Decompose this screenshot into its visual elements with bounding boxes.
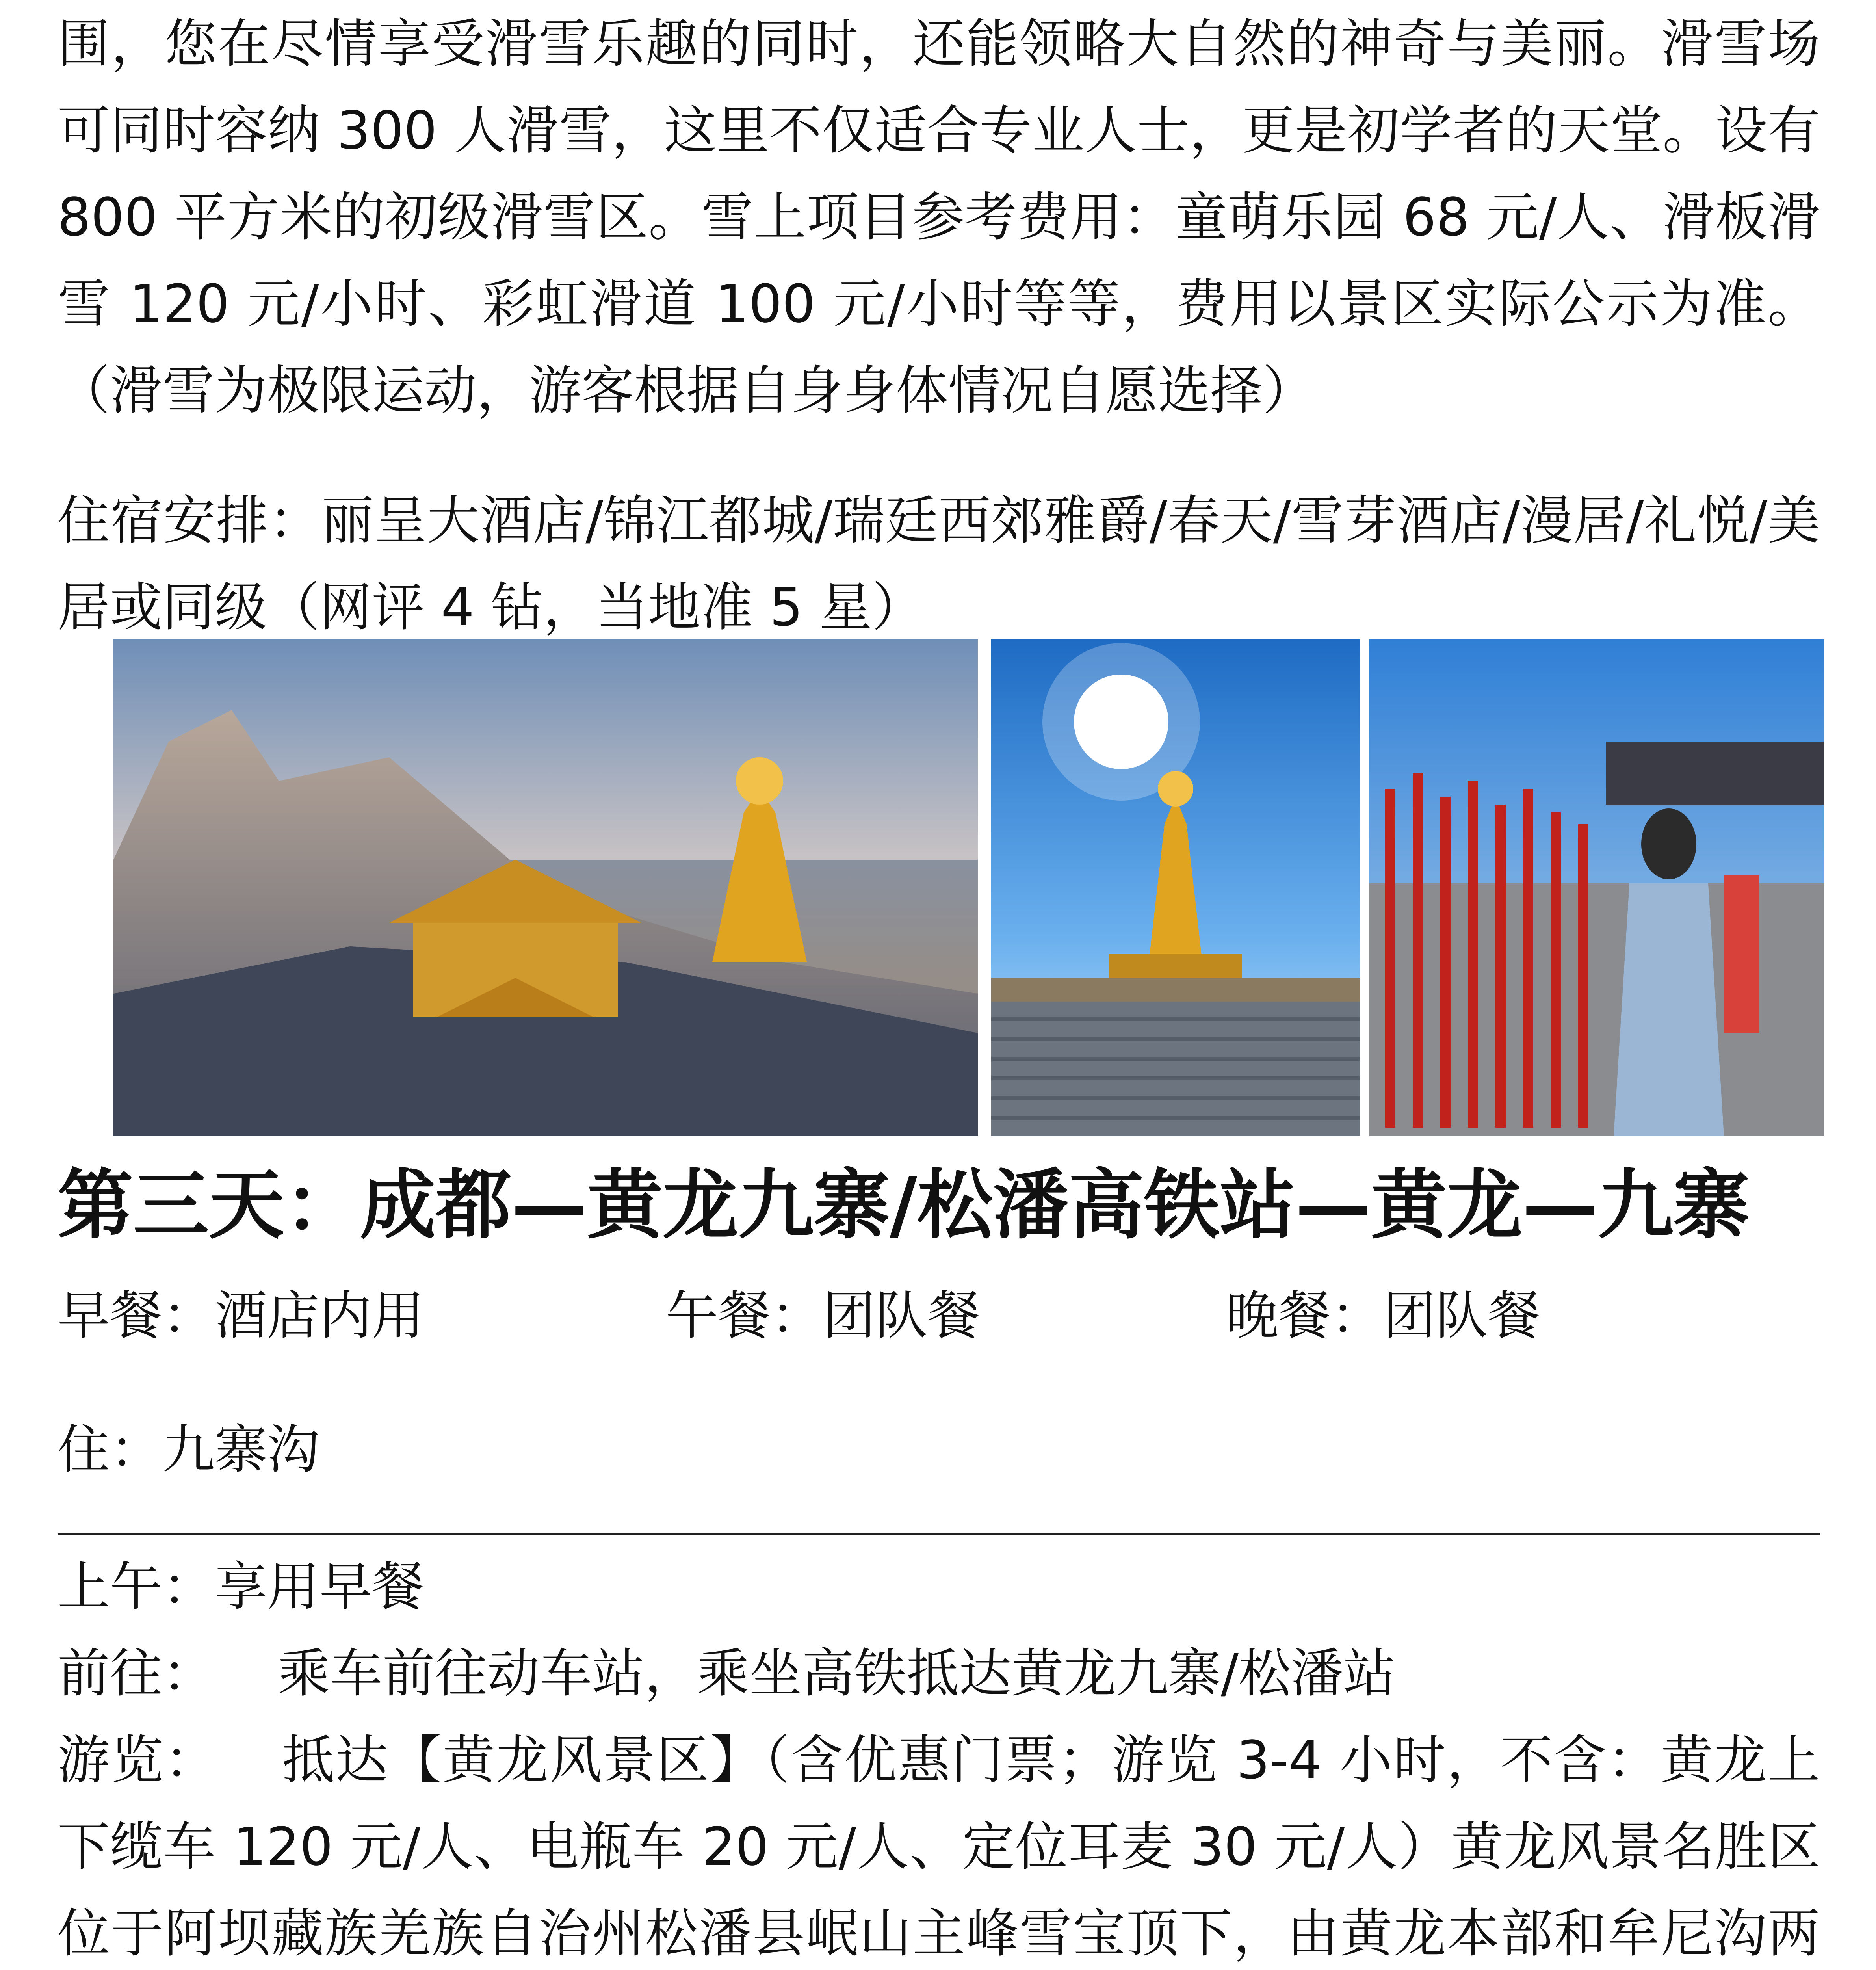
mountain-temple-photo [113, 639, 978, 1136]
divider [58, 1533, 1820, 1535]
huanglong-visit-paragraph [58, 1717, 1820, 1970]
morning-schedule: 上午：享用早餐 [58, 1557, 424, 1617]
visit-text: 抵达【黄龙风景区】（含优惠门票；游览 3-4 小时，不含：黄龙上下缆车 120 元/人、电瓶车 20 元/人、定位耳麦 30 元/人）黄龙风景名胜区位于阿坝藏族羌族自治州松潘县岷山主峰雪宝顶下，由黄龙本部和牟尼沟两 [58, 1730, 1820, 1964]
lodging-paragraph: 住宿安排：丽呈大酒店/锦江都城/瑞廷西郊雅爵/春天/雪芽酒店/漫居/礼悦/美居或同级（网评 4 钻，当地准 5 星） [58, 491, 1820, 638]
day-three-heading: 第三天：成都—黄龙九寨/松潘高铁站—黄龙—九寨 [58, 1162, 1750, 1249]
photo-strip [113, 639, 1824, 1136]
ski-resort-paragraph: 围，您在尽情享受滑雪乐趣的同时，还能领略大自然的神奇与美丽。滑雪场可同时容纳 300 人滑雪，这里不仅适合专业人士，更是初学者的天堂。设有 800 平方米的初级滑雪区。雪上项目参考费用：童萌乐园 68 元/人、滑板滑雪 120 元/小时、彩虹滑道 100 元/小时等等，费用以景区实际公示为准。（滑雪为极限运动，游客根据自身身体情况自愿选择） [58, 14, 1820, 421]
departure-text: 乘车前往动车站，乘坐高铁抵达黄龙九寨/松潘站 [278, 1643, 1396, 1704]
breakfast-info: 早餐：酒店内用 [58, 1286, 424, 1346]
lunch-info: 午餐：团队餐 [666, 1286, 980, 1346]
departure-paragraph [58, 1630, 1820, 1717]
dinner-info: 晚餐：团队餐 [1226, 1286, 1540, 1346]
candle-visitor-photo [1369, 639, 1824, 1136]
departure-label: 前往： [58, 1643, 215, 1704]
visit-label: 游览： [58, 1730, 218, 1791]
meals-row [58, 1277, 1820, 1355]
accommodation-info: 住：九寨沟 [58, 1420, 319, 1480]
golden-statue-photo [991, 639, 1360, 1136]
